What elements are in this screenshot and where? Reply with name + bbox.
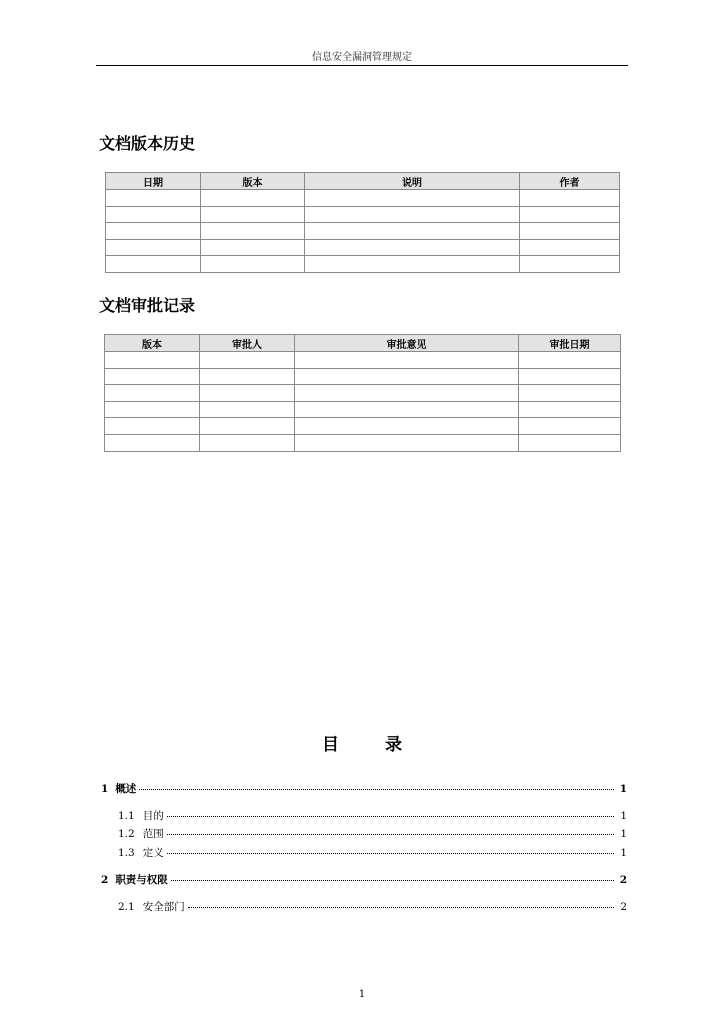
toc-entry-page: 1 (620, 828, 627, 840)
table-cell[interactable] (305, 256, 520, 273)
table-cell[interactable] (105, 418, 200, 435)
table-cell[interactable] (105, 401, 200, 418)
toc-entry[interactable] (101, 782, 627, 796)
table-cell[interactable] (520, 256, 620, 273)
table-cell[interactable] (200, 368, 295, 385)
table-cell[interactable] (200, 418, 295, 435)
column-header-description: 说明 (305, 173, 520, 190)
table-header-row (105, 335, 621, 352)
column-header-version: 版本 (201, 173, 305, 190)
table-cell[interactable] (200, 434, 295, 451)
table-row (106, 256, 620, 273)
page-number: 1 (358, 989, 366, 1000)
table-cell[interactable] (305, 190, 520, 207)
table-cell[interactable] (201, 256, 305, 273)
table-cell[interactable] (295, 434, 519, 451)
toc-entry-label: 目的 (142, 810, 164, 822)
toc-dot-leader (139, 789, 613, 790)
toc-entry-label: 概述 (115, 783, 137, 795)
table-cell[interactable] (520, 239, 620, 256)
table-row (105, 368, 621, 385)
table-cell[interactable] (295, 418, 519, 435)
toc-entry-page: 2 (620, 901, 627, 913)
toc-entry-number: 1.3 (118, 847, 135, 859)
toc-entry[interactable] (118, 827, 627, 841)
table-cell[interactable] (520, 206, 620, 223)
table-cell[interactable] (295, 401, 519, 418)
table-cell[interactable] (106, 239, 201, 256)
table-cell[interactable] (519, 401, 621, 418)
toc-entry-number: 2 (101, 874, 109, 886)
table-cell[interactable] (201, 239, 305, 256)
approval-section-title: 文档审批记录 (99, 296, 196, 315)
table-cell[interactable] (106, 190, 201, 207)
table-cell[interactable] (105, 352, 200, 369)
toc-entry-page: 2 (619, 874, 627, 886)
toc-entry-page: 1 (620, 810, 627, 822)
table-cell[interactable] (201, 206, 305, 223)
history-section-title: 文档版本历史 (99, 134, 196, 153)
table-cell[interactable] (305, 239, 520, 256)
toc-entry-label: 安全部门 (142, 901, 185, 913)
table-row (105, 352, 621, 369)
toc-entry-number: 1 (101, 783, 109, 795)
toc-dot-leader (167, 816, 615, 817)
table-row (105, 385, 621, 402)
table-cell[interactable] (105, 385, 200, 402)
table-cell[interactable] (106, 206, 201, 223)
column-header-version: 版本 (105, 335, 200, 352)
table-cell[interactable] (295, 368, 519, 385)
toc-entry-page: 1 (620, 847, 627, 859)
column-header-author: 作者 (520, 173, 620, 190)
table-cell[interactable] (519, 385, 621, 402)
table-cell[interactable] (520, 190, 620, 207)
toc-entry-label: 范围 (142, 828, 164, 840)
table-cell[interactable] (105, 434, 200, 451)
table-cell[interactable] (519, 418, 621, 435)
table-cell[interactable] (519, 434, 621, 451)
header-rule (96, 65, 628, 66)
toc-dot-leader (171, 880, 614, 881)
table-row (106, 190, 620, 207)
toc-entry-label: 职责与权限 (115, 874, 168, 886)
toc-entry[interactable] (101, 873, 627, 887)
toc-entry[interactable] (118, 900, 627, 914)
toc-dot-leader (167, 834, 615, 835)
version-history-table (105, 172, 620, 273)
table-row (105, 418, 621, 435)
table-cell[interactable] (105, 368, 200, 385)
column-header-approver: 审批人 (200, 335, 295, 352)
toc-dot-leader (167, 853, 615, 854)
table-row (106, 223, 620, 240)
toc-entry-page: 1 (619, 783, 627, 795)
table-cell[interactable] (295, 385, 519, 402)
table-cell[interactable] (200, 352, 295, 369)
table-cell[interactable] (201, 190, 305, 207)
column-header-opinion: 审批意见 (295, 335, 519, 352)
table-cell[interactable] (106, 223, 201, 240)
table-cell[interactable] (200, 401, 295, 418)
toc-entry-number: 2.1 (118, 901, 135, 913)
column-header-approval-date: 审批日期 (519, 335, 621, 352)
toc-dot-leader (188, 907, 615, 908)
toc-entry-number: 1.2 (118, 828, 135, 840)
table-cell[interactable] (520, 223, 620, 240)
table-cell[interactable] (519, 368, 621, 385)
table-row (105, 434, 621, 451)
page-header: 信息安全漏洞管理规定 (312, 52, 412, 63)
table-cell[interactable] (106, 256, 201, 273)
table-cell[interactable] (519, 352, 621, 369)
table-row (106, 206, 620, 223)
approval-record-table (104, 334, 621, 452)
toc-title: 目 录 (322, 735, 422, 755)
table-row (105, 401, 621, 418)
toc-entry[interactable] (118, 809, 627, 823)
table-header-row (106, 173, 620, 190)
toc-entry-number: 1.1 (118, 810, 135, 822)
table-cell[interactable] (295, 352, 519, 369)
column-header-date: 日期 (106, 173, 201, 190)
table-row (106, 239, 620, 256)
table-cell[interactable] (305, 223, 520, 240)
toc-entry[interactable] (118, 846, 627, 860)
table-cell[interactable] (305, 206, 520, 223)
toc-entry-label: 定义 (142, 847, 164, 859)
table-cell[interactable] (201, 223, 305, 240)
table-cell[interactable] (200, 385, 295, 402)
